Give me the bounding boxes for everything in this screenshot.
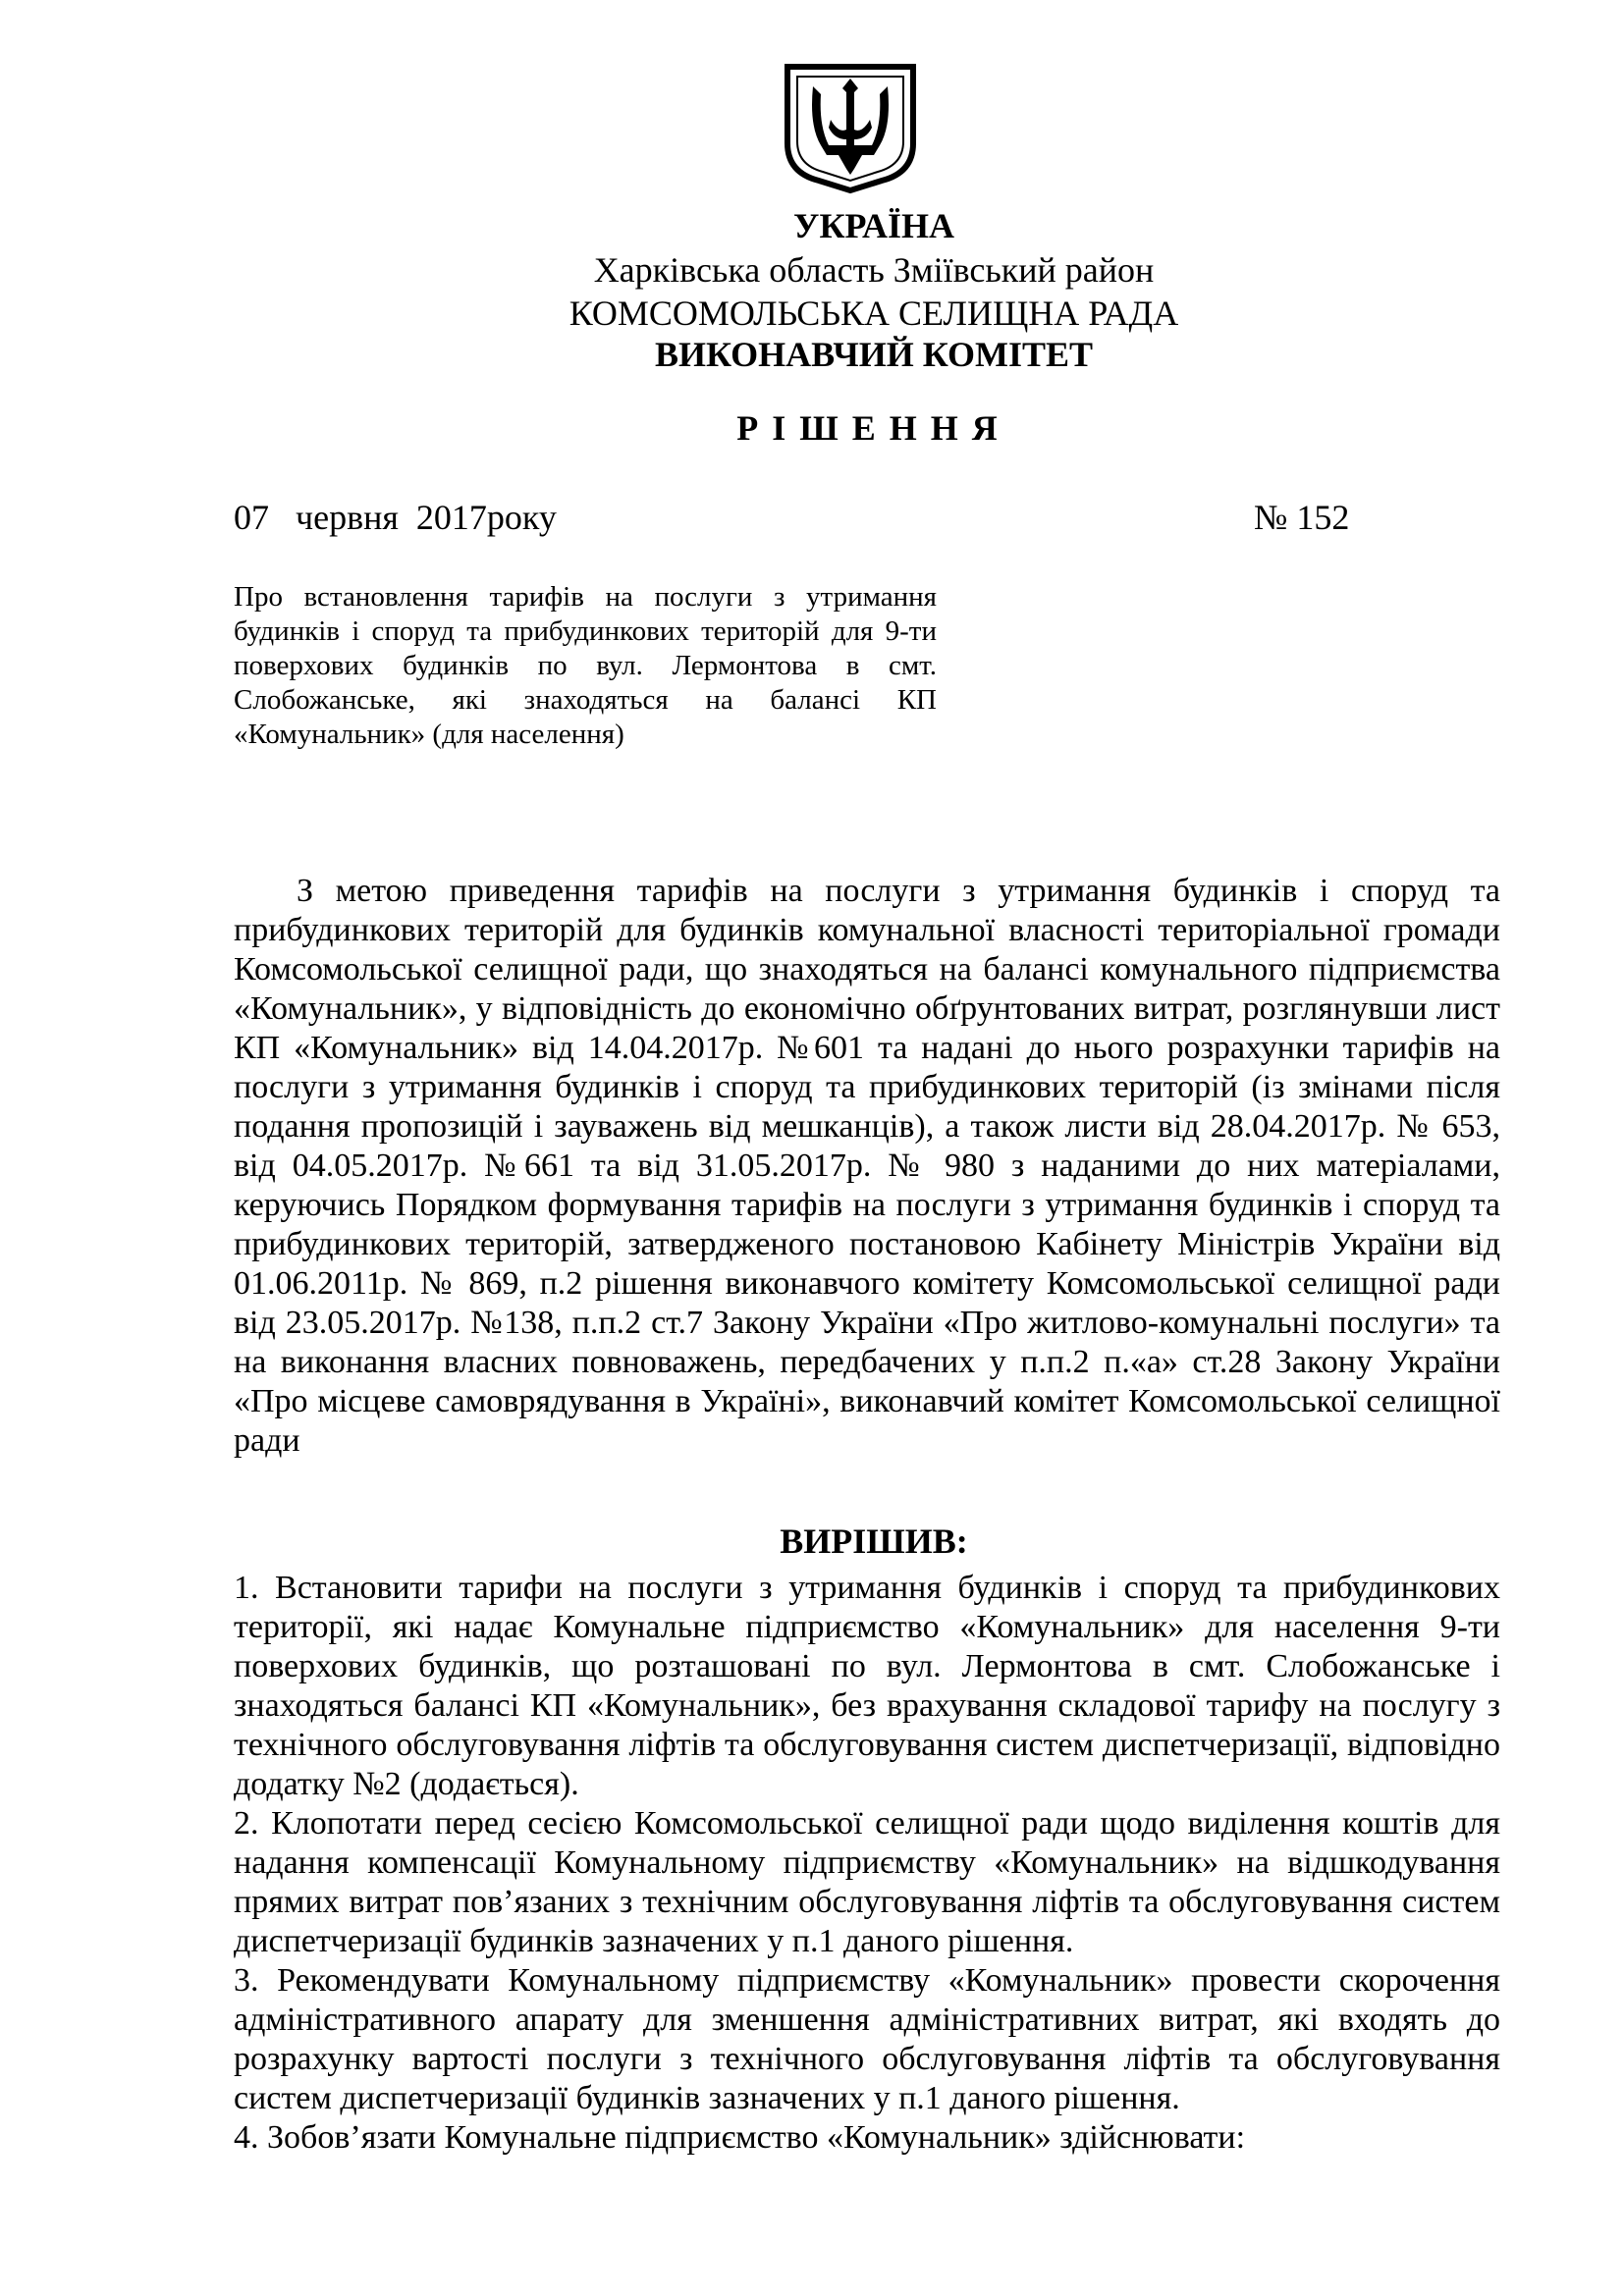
decision-subject: Про встановлення тарифів на послуги з утримання будинків і споруд та прибудинкових територій для 9-ти поверхових будинків по вул. Лермонтова в смт. Слобожанське, які знаходяться на балансі КП «Комунальник» (для населення) <box>234 581 937 750</box>
resolution-item: 4. Зобов’язати Комунальне підприємство «Комунальник» здійснювати: <box>234 2119 1246 2156</box>
resolved-heading: ВИРІШИВ: <box>780 1522 968 1561</box>
preamble-paragraph: З метою приведення тарифів на послуги з утримання будинків і споруд та прибудинкових територій для будинків комунальної власності територіальної громади Комсомольської селищної ради, що знаходяться на балансі комунального підприємства «Комунальник», у відповідність до економічно обґрунтованих витрат, розглянувши лист КП «Комунальник» від 14.04.2017р. №601 та надані до нього розрахунки тарифів на послуги з утримання будинків і споруд та прибудинкових територій (із змінами після подання пропозицій і зауважень від мешканців), а також листи від 28.04.2017р. № 653, від 04.05.2017р. №661 та від 31.05.2017р. № 980 з наданими до них матеріалами, керуючись Порядком формування тарифів на послуги з утримання будинків і споруд та прибудинкових територій, затвердженого постановою Кабінету Міністрів України від 01.06.2011р. № 869, п.2 рішення виконавчого комітету Комсомольської селищної ради від 23.05.2017р. №138, п.п.2 ст.7 Закону України «Про житлово-комунальні послуги» та на виконання власних повноважень, передбачених у п.п.2 п.«а» ст.28 Закону України «Про місцеве самоврядування в Україні», виконавчий комітет Комсомольської селищної ради <box>234 873 1500 1459</box>
country-name: УКРАЇНА <box>793 206 954 245</box>
document-type: РІШЕННЯ <box>736 408 1011 448</box>
decision-number: № 152 <box>1254 498 1350 537</box>
coat-of-arms-icon <box>780 61 921 194</box>
resolution-item: 1. Встановити тарифи на послуги з утримання будинків і споруд та прибудинкових територіï, які надає Комунальне підприємство «Комунальник» для населення 9-ти поверхових будинків, що розташовані по вул. Лермонтова в смт. Слобожанське і знаходяться балансі КП «Комунальник», без врахування складової тарифу на послугу з технічного обслуговування ліфтів та обслуговування систем диспетчеризації, відповідно додатку №2 (додається). <box>234 1570 1500 1802</box>
region-name: Харківська область Зміївський район <box>593 250 1155 290</box>
council-name: КОМСОМОЛЬСЬКА СЕЛИЩНА РАДА <box>568 294 1179 333</box>
resolution-item: 2. Клопотати перед сесією Комсомольської селищної ради щодо виділення коштів для надання компенсації Комунальному підприємству «Комунальник» на відшкодування прямих витрат пов’язаних з технічним обслуговування ліфтів та обслуговування систем диспетчеризації будинків зазначених у п.1 даного рішення. <box>234 1805 1500 1959</box>
resolution-items <box>234 1569 1500 2158</box>
decision-date: 07 червня 2017року <box>234 498 557 537</box>
committee-name: ВИКОНАВЧИЙ КОМІТЕТ <box>654 335 1094 374</box>
resolution-item: 3. Рекомендувати Комунальному підприємству «Комунальник» провести скорочення адміністративного апарату для зменшення адміністративних витрат, які входять до розрахунку вартості послуги з технічного обслуговування ліфтів та обслуговування систем диспетчеризації будинків зазначених у п.1 даного рішення. <box>234 1962 1500 2116</box>
